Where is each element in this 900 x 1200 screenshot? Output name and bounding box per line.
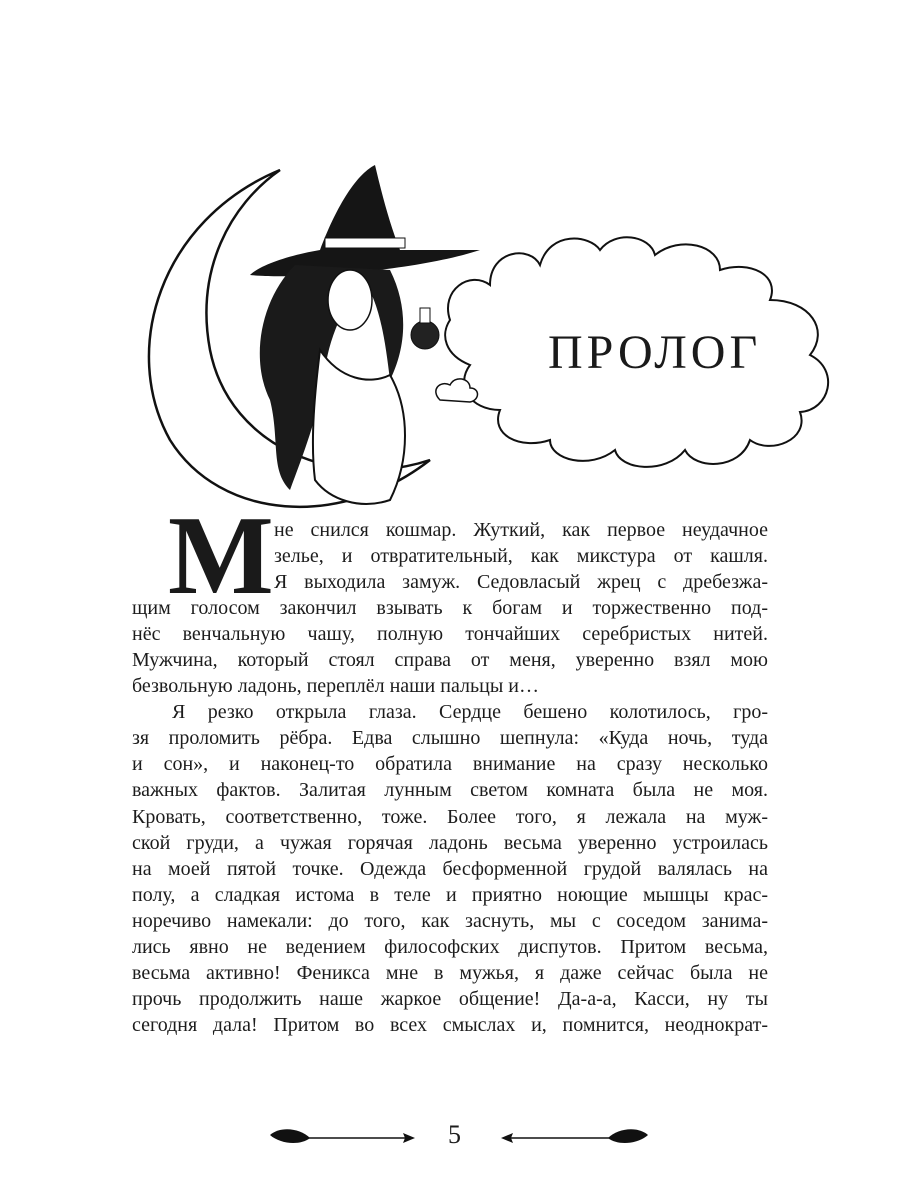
text-line: Кровать, соответственно, тоже. Более того, я лежала на муж-	[132, 805, 768, 828]
left-feather-ornament	[265, 1118, 425, 1158]
text-line: лись явно не ведением философских диспутов. Притом весьма,	[132, 935, 768, 958]
text-line: не снился кошмар. Жуткий, как первое неудачное	[274, 519, 768, 541]
chapter-title: ПРОЛОГ	[548, 326, 762, 379]
text-line: и сон», и наконец-то обратила внимание на сразу несколько	[132, 753, 768, 776]
page-footer	[265, 1118, 650, 1158]
text-line: ской груди, а чужая горячая ладонь весьма уверенно устроилась	[132, 831, 768, 854]
text-line: прочь продолжить наше жаркое общение! Да-а-а, Касси, ну ты	[132, 987, 768, 1010]
text-line: важных фактов. Залитая лунным светом комната была не моя.	[132, 779, 768, 802]
chapter-text	[132, 517, 768, 1038]
text-line: зя проломить рёбра. Едва слышно шепнула: «Куда ночь, туда	[132, 727, 768, 750]
text-line: Я резко открыла глаза. Сердце бешено колотилось, гро-	[172, 701, 768, 724]
right-feather-ornament	[493, 1118, 653, 1158]
text-line: полу, а сладкая истома в теле и приятно ноющие мышцы крас-	[132, 883, 768, 906]
witch-hat	[250, 165, 480, 276]
text-line: весьма активно! Феникса мне в мужья, я даже сейчас была не	[132, 961, 768, 984]
text-line: норечиво намекали: до того, как заснуть, мы с соседом занима-	[132, 909, 768, 932]
drop-cap: М	[168, 494, 274, 618]
text-line: щим голосом закончил взывать к богам и торжественно под-	[132, 597, 768, 620]
text-line: зелье, и отвратительный, как микстура от кашля.	[274, 545, 768, 568]
page-number: 5	[448, 1120, 461, 1149]
text-line: Я выходила замуж. Седовласый жрец с дребезжа-	[274, 571, 768, 594]
text-line: сегодня дала! Притом во всех смыслах и, помнится, неоднократ-	[132, 1013, 768, 1036]
text-line: Мужчина, который стоял справа от меня, уверенно взял мою	[132, 649, 768, 672]
text-line: безвольную ладонь, переплёл наши пальцы и…	[132, 675, 539, 698]
potion-bottle	[411, 321, 439, 349]
text-line: нёс венчальную чашу, полную тончайших серебристых нитей.	[132, 623, 768, 646]
text-line: на моей пятой точке. Одежда бесформенной грудой валялась на	[132, 857, 768, 880]
